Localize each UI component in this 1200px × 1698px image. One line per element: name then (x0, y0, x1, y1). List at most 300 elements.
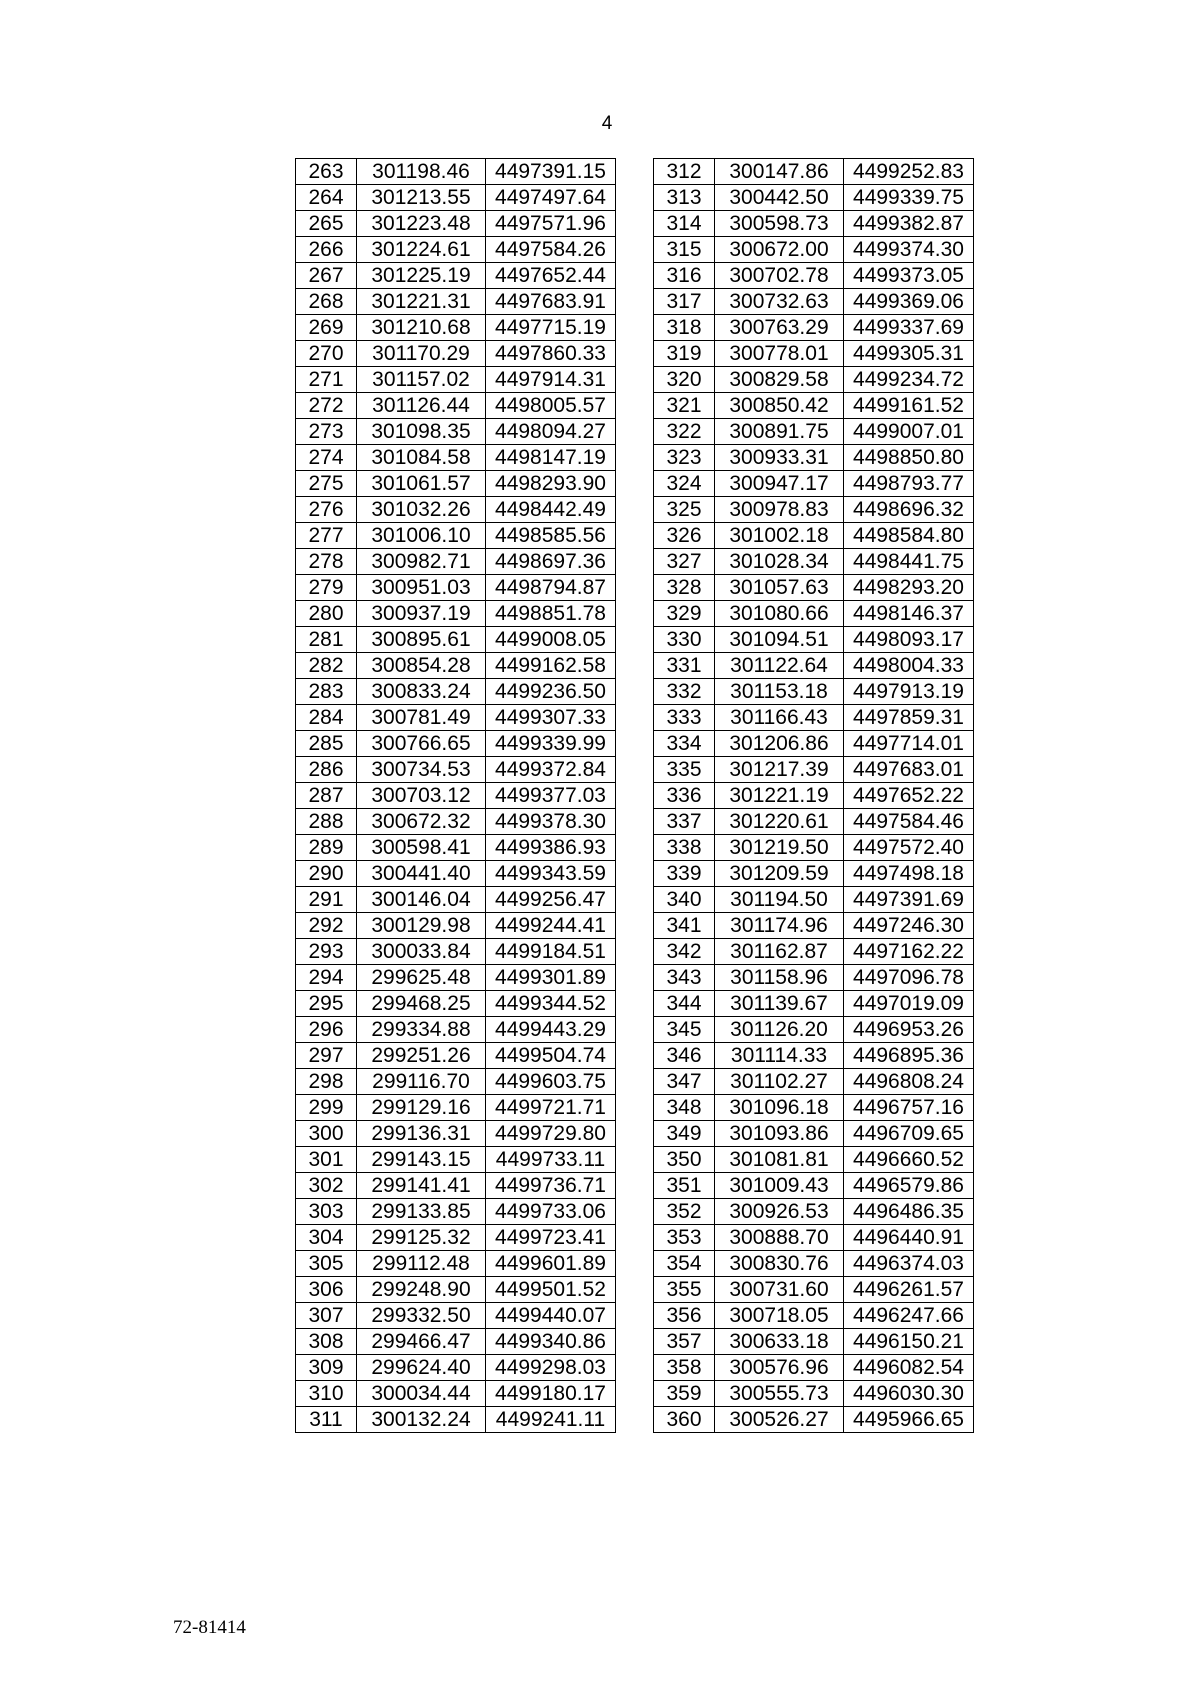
x-coordinate-cell: 300766.65 (357, 731, 486, 757)
table-row (296, 1329, 616, 1355)
point-number-cell: 282 (296, 653, 357, 679)
x-coordinate-cell: 301223.48 (357, 211, 486, 237)
point-number-cell: 277 (296, 523, 357, 549)
point-number-cell: 279 (296, 575, 357, 601)
point-number-cell: 293 (296, 939, 357, 965)
x-coordinate-cell: 300555.73 (715, 1381, 844, 1407)
point-number-cell: 285 (296, 731, 357, 757)
table-row (296, 939, 616, 965)
point-number-cell: 356 (654, 1303, 715, 1329)
y-coordinate-cell: 4498005.57 (486, 393, 616, 419)
y-coordinate-cell: 4499340.86 (486, 1329, 616, 1355)
point-number-cell: 354 (654, 1251, 715, 1277)
x-coordinate-cell: 300891.75 (715, 419, 844, 445)
y-coordinate-cell: 4499256.47 (486, 887, 616, 913)
table-row (296, 445, 616, 471)
table-row (654, 1277, 974, 1303)
x-coordinate-cell: 299624.40 (357, 1355, 486, 1381)
point-number-cell: 319 (654, 341, 715, 367)
table-row (654, 419, 974, 445)
point-number-cell: 273 (296, 419, 357, 445)
point-number-cell: 335 (654, 757, 715, 783)
table-row (654, 341, 974, 367)
y-coordinate-cell: 4497498.18 (844, 861, 974, 887)
x-coordinate-cell: 300702.78 (715, 263, 844, 289)
table-row (654, 1173, 974, 1199)
point-number-cell: 292 (296, 913, 357, 939)
table-row (654, 731, 974, 757)
x-coordinate-cell: 300129.98 (357, 913, 486, 939)
table-row (296, 887, 616, 913)
y-coordinate-cell: 4495966.65 (844, 1407, 974, 1433)
x-coordinate-cell: 300895.61 (357, 627, 486, 653)
y-coordinate-cell: 4496757.16 (844, 1095, 974, 1121)
x-coordinate-cell: 300933.31 (715, 445, 844, 471)
y-coordinate-cell: 4499733.06 (486, 1199, 616, 1225)
point-number-cell: 263 (296, 159, 357, 185)
point-number-cell: 326 (654, 523, 715, 549)
y-coordinate-cell: 4497571.96 (486, 211, 616, 237)
table-row (296, 575, 616, 601)
table-row (296, 1381, 616, 1407)
y-coordinate-cell: 4496261.57 (844, 1277, 974, 1303)
x-coordinate-cell: 300833.24 (357, 679, 486, 705)
table-row (654, 887, 974, 913)
x-coordinate-cell: 301096.18 (715, 1095, 844, 1121)
table-row (654, 809, 974, 835)
table-row (654, 1095, 974, 1121)
point-number-cell: 359 (654, 1381, 715, 1407)
x-coordinate-cell: 299466.47 (357, 1329, 486, 1355)
table-row (296, 263, 616, 289)
table-row (296, 757, 616, 783)
table-row (296, 783, 616, 809)
x-coordinate-cell: 299251.26 (357, 1043, 486, 1069)
table-row (296, 211, 616, 237)
table-row (296, 341, 616, 367)
point-number-cell: 338 (654, 835, 715, 861)
point-number-cell: 264 (296, 185, 357, 211)
table-row (296, 185, 616, 211)
point-number-cell: 339 (654, 861, 715, 887)
table-row (654, 679, 974, 705)
y-coordinate-cell: 4497391.15 (486, 159, 616, 185)
point-number-cell: 309 (296, 1355, 357, 1381)
table-row (654, 445, 974, 471)
point-number-cell: 299 (296, 1095, 357, 1121)
x-coordinate-cell: 300978.83 (715, 497, 844, 523)
coordinates-table-right (653, 158, 974, 1433)
table-row (296, 1147, 616, 1173)
y-coordinate-cell: 4499162.58 (486, 653, 616, 679)
point-number-cell: 330 (654, 627, 715, 653)
table-row (296, 1251, 616, 1277)
table-row (654, 1147, 974, 1173)
point-number-cell: 265 (296, 211, 357, 237)
y-coordinate-cell: 4499723.41 (486, 1225, 616, 1251)
y-coordinate-cell: 4497683.01 (844, 757, 974, 783)
x-coordinate-cell: 300672.32 (357, 809, 486, 835)
y-coordinate-cell: 4498147.19 (486, 445, 616, 471)
point-number-cell: 341 (654, 913, 715, 939)
table-row (296, 601, 616, 627)
x-coordinate-cell: 299468.25 (357, 991, 486, 1017)
y-coordinate-cell: 4499729.80 (486, 1121, 616, 1147)
y-coordinate-cell: 4499344.52 (486, 991, 616, 1017)
point-number-cell: 323 (654, 445, 715, 471)
y-coordinate-cell: 4497246.30 (844, 913, 974, 939)
x-coordinate-cell: 299116.70 (357, 1069, 486, 1095)
table-row (654, 627, 974, 653)
table-row (296, 497, 616, 523)
x-coordinate-cell: 301157.02 (357, 367, 486, 393)
table-row (296, 1277, 616, 1303)
y-coordinate-cell: 4498696.32 (844, 497, 974, 523)
y-coordinate-cell: 4498793.77 (844, 471, 974, 497)
y-coordinate-cell: 4497584.46 (844, 809, 974, 835)
y-coordinate-cell: 4499298.03 (486, 1355, 616, 1381)
point-number-cell: 353 (654, 1225, 715, 1251)
table-row (654, 211, 974, 237)
y-coordinate-cell: 4498093.17 (844, 627, 974, 653)
point-number-cell: 352 (654, 1199, 715, 1225)
table-row (654, 913, 974, 939)
x-coordinate-cell: 299625.48 (357, 965, 486, 991)
point-number-cell: 333 (654, 705, 715, 731)
y-coordinate-cell: 4499501.52 (486, 1277, 616, 1303)
x-coordinate-cell: 301009.43 (715, 1173, 844, 1199)
point-number-cell: 357 (654, 1329, 715, 1355)
point-number-cell: 311 (296, 1407, 357, 1433)
table-row (654, 497, 974, 523)
y-coordinate-cell: 4499504.74 (486, 1043, 616, 1069)
point-number-cell: 307 (296, 1303, 357, 1329)
table-row (296, 471, 616, 497)
x-coordinate-cell: 300703.12 (357, 783, 486, 809)
x-coordinate-cell: 300829.58 (715, 367, 844, 393)
point-number-cell: 268 (296, 289, 357, 315)
point-number-cell: 267 (296, 263, 357, 289)
point-number-cell: 274 (296, 445, 357, 471)
table-row (654, 159, 974, 185)
point-number-cell: 327 (654, 549, 715, 575)
y-coordinate-cell: 4496660.52 (844, 1147, 974, 1173)
x-coordinate-cell: 300947.17 (715, 471, 844, 497)
y-coordinate-cell: 4497715.19 (486, 315, 616, 341)
y-coordinate-cell: 4499374.30 (844, 237, 974, 263)
y-coordinate-cell: 4497914.31 (486, 367, 616, 393)
point-number-cell: 266 (296, 237, 357, 263)
x-coordinate-cell: 300146.04 (357, 887, 486, 913)
y-coordinate-cell: 4499369.06 (844, 289, 974, 315)
y-coordinate-cell: 4496030.30 (844, 1381, 974, 1407)
y-coordinate-cell: 4497683.91 (486, 289, 616, 315)
y-coordinate-cell: 4498794.87 (486, 575, 616, 601)
point-number-cell: 303 (296, 1199, 357, 1225)
x-coordinate-cell: 301170.29 (357, 341, 486, 367)
table-row (654, 185, 974, 211)
y-coordinate-cell: 4499161.52 (844, 393, 974, 419)
table-row (296, 315, 616, 341)
y-coordinate-cell: 4498293.90 (486, 471, 616, 497)
y-coordinate-cell: 4499736.71 (486, 1173, 616, 1199)
table-row (296, 1225, 616, 1251)
table-row (654, 1329, 974, 1355)
point-number-cell: 358 (654, 1355, 715, 1381)
y-coordinate-cell: 4497096.78 (844, 965, 974, 991)
point-number-cell: 317 (654, 289, 715, 315)
y-coordinate-cell: 4499721.71 (486, 1095, 616, 1121)
table-row (296, 679, 616, 705)
table-row (654, 1121, 974, 1147)
table-row (654, 757, 974, 783)
point-number-cell: 344 (654, 991, 715, 1017)
y-coordinate-cell: 4499339.75 (844, 185, 974, 211)
y-coordinate-cell: 4499377.03 (486, 783, 616, 809)
x-coordinate-cell: 299112.48 (357, 1251, 486, 1277)
y-coordinate-cell: 4499386.93 (486, 835, 616, 861)
point-number-cell: 342 (654, 939, 715, 965)
x-coordinate-cell: 301084.58 (357, 445, 486, 471)
y-coordinate-cell: 4498094.27 (486, 419, 616, 445)
point-number-cell: 348 (654, 1095, 715, 1121)
x-coordinate-cell: 300781.49 (357, 705, 486, 731)
table-row (654, 1381, 974, 1407)
table-row (296, 627, 616, 653)
x-coordinate-cell: 299133.85 (357, 1199, 486, 1225)
point-number-cell: 284 (296, 705, 357, 731)
table-row (654, 575, 974, 601)
table-row (296, 289, 616, 315)
document-code: 72-81414 (173, 1617, 246, 1638)
y-coordinate-cell: 4499184.51 (486, 939, 616, 965)
table-row (296, 1173, 616, 1199)
point-number-cell: 276 (296, 497, 357, 523)
x-coordinate-cell: 300526.27 (715, 1407, 844, 1433)
point-number-cell: 325 (654, 497, 715, 523)
table-row (654, 1199, 974, 1225)
table-row (654, 549, 974, 575)
x-coordinate-cell: 300778.01 (715, 341, 844, 367)
table-row (296, 731, 616, 757)
point-number-cell: 281 (296, 627, 357, 653)
point-number-cell: 360 (654, 1407, 715, 1433)
x-coordinate-cell: 301094.51 (715, 627, 844, 653)
table-row (296, 1355, 616, 1381)
y-coordinate-cell: 4499372.84 (486, 757, 616, 783)
table-row (296, 991, 616, 1017)
y-coordinate-cell: 4499008.05 (486, 627, 616, 653)
y-coordinate-cell: 4497497.64 (486, 185, 616, 211)
y-coordinate-cell: 4497391.69 (844, 887, 974, 913)
point-number-cell: 347 (654, 1069, 715, 1095)
x-coordinate-cell: 301098.35 (357, 419, 486, 445)
point-number-cell: 305 (296, 1251, 357, 1277)
y-coordinate-cell: 4499440.07 (486, 1303, 616, 1329)
table-row (654, 1069, 974, 1095)
point-number-cell: 270 (296, 341, 357, 367)
point-number-cell: 313 (654, 185, 715, 211)
x-coordinate-cell: 301093.86 (715, 1121, 844, 1147)
y-coordinate-cell: 4496709.65 (844, 1121, 974, 1147)
x-coordinate-cell: 301057.63 (715, 575, 844, 601)
y-coordinate-cell: 4496247.66 (844, 1303, 974, 1329)
x-coordinate-cell: 301166.43 (715, 705, 844, 731)
table-row (296, 1303, 616, 1329)
y-coordinate-cell: 4499234.72 (844, 367, 974, 393)
point-number-cell: 334 (654, 731, 715, 757)
point-number-cell: 275 (296, 471, 357, 497)
table-row (296, 237, 616, 263)
x-coordinate-cell: 300034.44 (357, 1381, 486, 1407)
x-coordinate-cell: 300576.96 (715, 1355, 844, 1381)
point-number-cell: 351 (654, 1173, 715, 1199)
y-coordinate-cell: 4498146.37 (844, 601, 974, 627)
table-row (296, 965, 616, 991)
point-number-cell: 289 (296, 835, 357, 861)
y-coordinate-cell: 4497859.31 (844, 705, 974, 731)
x-coordinate-cell: 301174.96 (715, 913, 844, 939)
x-coordinate-cell: 301061.57 (357, 471, 486, 497)
y-coordinate-cell: 4498442.49 (486, 497, 616, 523)
x-coordinate-cell: 300982.71 (357, 549, 486, 575)
point-number-cell: 328 (654, 575, 715, 601)
point-number-cell: 336 (654, 783, 715, 809)
x-coordinate-cell: 299125.32 (357, 1225, 486, 1251)
y-coordinate-cell: 4498585.56 (486, 523, 616, 549)
x-coordinate-cell: 301002.18 (715, 523, 844, 549)
y-coordinate-cell: 4499601.89 (486, 1251, 616, 1277)
table-row (654, 783, 974, 809)
y-coordinate-cell: 4499307.33 (486, 705, 616, 731)
table-row (296, 1199, 616, 1225)
y-coordinate-cell: 4498850.80 (844, 445, 974, 471)
y-coordinate-cell: 4499339.99 (486, 731, 616, 757)
point-number-cell: 298 (296, 1069, 357, 1095)
x-coordinate-cell: 301221.31 (357, 289, 486, 315)
x-coordinate-cell: 301028.34 (715, 549, 844, 575)
point-number-cell: 272 (296, 393, 357, 419)
y-coordinate-cell: 4497652.22 (844, 783, 974, 809)
point-number-cell: 355 (654, 1277, 715, 1303)
x-coordinate-cell: 299136.31 (357, 1121, 486, 1147)
table-row (654, 1407, 974, 1433)
x-coordinate-cell: 300598.41 (357, 835, 486, 861)
table-row (654, 1355, 974, 1381)
y-coordinate-cell: 4496953.26 (844, 1017, 974, 1043)
y-coordinate-cell: 4496486.35 (844, 1199, 974, 1225)
x-coordinate-cell: 300888.70 (715, 1225, 844, 1251)
table-row (654, 653, 974, 679)
y-coordinate-cell: 4499443.29 (486, 1017, 616, 1043)
x-coordinate-cell: 300850.42 (715, 393, 844, 419)
x-coordinate-cell: 300854.28 (357, 653, 486, 679)
table-row (296, 809, 616, 835)
y-coordinate-cell: 4499373.05 (844, 263, 974, 289)
table-row (654, 1043, 974, 1069)
point-number-cell: 280 (296, 601, 357, 627)
y-coordinate-cell: 4499305.31 (844, 341, 974, 367)
table-row (654, 315, 974, 341)
point-number-cell: 324 (654, 471, 715, 497)
x-coordinate-cell: 301032.26 (357, 497, 486, 523)
point-number-cell: 322 (654, 419, 715, 445)
table-row (296, 913, 616, 939)
y-coordinate-cell: 4499236.50 (486, 679, 616, 705)
point-number-cell: 304 (296, 1225, 357, 1251)
y-coordinate-cell: 4498697.36 (486, 549, 616, 575)
x-coordinate-cell: 300598.73 (715, 211, 844, 237)
point-number-cell: 295 (296, 991, 357, 1017)
table-row (654, 263, 974, 289)
x-coordinate-cell: 299332.50 (357, 1303, 486, 1329)
page-number: 4 (601, 113, 613, 134)
y-coordinate-cell: 4496150.21 (844, 1329, 974, 1355)
y-coordinate-cell: 4497860.33 (486, 341, 616, 367)
table-row (654, 237, 974, 263)
table-row (296, 159, 616, 185)
point-number-cell: 329 (654, 601, 715, 627)
point-number-cell: 290 (296, 861, 357, 887)
y-coordinate-cell: 4499733.11 (486, 1147, 616, 1173)
x-coordinate-cell: 301225.19 (357, 263, 486, 289)
table-row (654, 471, 974, 497)
table-row (654, 705, 974, 731)
x-coordinate-cell: 299248.90 (357, 1277, 486, 1303)
table-row (654, 965, 974, 991)
y-coordinate-cell: 4499252.83 (844, 159, 974, 185)
y-coordinate-cell: 4499343.59 (486, 861, 616, 887)
y-coordinate-cell: 4497019.09 (844, 991, 974, 1017)
point-number-cell: 302 (296, 1173, 357, 1199)
table-row (296, 1407, 616, 1433)
table-row (296, 1095, 616, 1121)
x-coordinate-cell: 301080.66 (715, 601, 844, 627)
x-coordinate-cell: 300132.24 (357, 1407, 486, 1433)
table-row (296, 419, 616, 445)
point-number-cell: 349 (654, 1121, 715, 1147)
table-row (654, 523, 974, 549)
x-coordinate-cell: 300718.05 (715, 1303, 844, 1329)
x-coordinate-cell: 301220.61 (715, 809, 844, 835)
table-row (654, 601, 974, 627)
table-row (296, 1043, 616, 1069)
x-coordinate-cell: 301206.86 (715, 731, 844, 757)
x-coordinate-cell: 300147.86 (715, 159, 844, 185)
point-number-cell: 343 (654, 965, 715, 991)
point-number-cell: 287 (296, 783, 357, 809)
y-coordinate-cell: 4497913.19 (844, 679, 974, 705)
x-coordinate-cell: 301194.50 (715, 887, 844, 913)
x-coordinate-cell: 301213.55 (357, 185, 486, 211)
x-coordinate-cell: 300033.84 (357, 939, 486, 965)
table-row (296, 549, 616, 575)
table-row (296, 1017, 616, 1043)
coordinates-table-left (295, 158, 616, 1433)
y-coordinate-cell: 4496374.03 (844, 1251, 974, 1277)
point-number-cell: 320 (654, 367, 715, 393)
table-row (296, 1121, 616, 1147)
y-coordinate-cell: 4499603.75 (486, 1069, 616, 1095)
x-coordinate-cell: 300633.18 (715, 1329, 844, 1355)
y-coordinate-cell: 4496808.24 (844, 1069, 974, 1095)
x-coordinate-cell: 301126.44 (357, 393, 486, 419)
y-coordinate-cell: 4499337.69 (844, 315, 974, 341)
table-row (654, 835, 974, 861)
x-coordinate-cell: 300672.00 (715, 237, 844, 263)
x-coordinate-cell: 301158.96 (715, 965, 844, 991)
y-coordinate-cell: 4496440.91 (844, 1225, 974, 1251)
